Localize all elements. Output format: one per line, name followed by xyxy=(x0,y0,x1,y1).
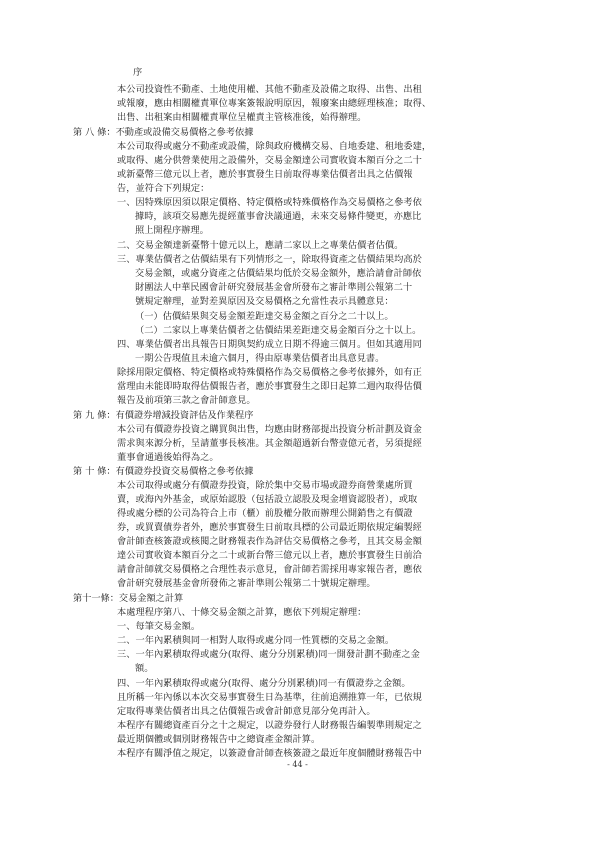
text-line: 請會計師就交易價格之合理性表示意見，會計師若需採用專家報告者，應依 xyxy=(117,564,422,575)
article-heading: 第 八 條：不動產或設備交易價格之參考依據 xyxy=(73,127,254,138)
text-line: 財團法人中華民國會計研究發展基金會所發布之審計準則公報第二十 xyxy=(135,282,413,293)
text-line: 本程序有關淨值之規定，以簽證會計師查核簽證之最近年度個體財務報告中 xyxy=(117,748,422,759)
text-line: 定取得專業估價者出具之估價報告或會計師意見部分免再計入。 xyxy=(117,706,376,717)
text-line: 董事會通過後始得為之。 xyxy=(117,452,219,463)
text-line: 額。 xyxy=(135,663,154,674)
text-line: 達公司實收資本額百分之二十或新台幣三億元以上者，應於事實發生日前洽 xyxy=(117,550,422,561)
article-heading: 第 十 條：有價證券投資交易價格之參考依據 xyxy=(73,466,254,477)
text-line: 本公司投資性不動產、土地使用權、其他不動產及設備之取得、出售、出租 xyxy=(117,84,422,95)
text-line: 序 xyxy=(133,67,143,78)
text-line: 且所稱一年內係以本次交易事實發生日為基準，往前追溯推算一年，已依規 xyxy=(117,692,422,703)
list-item: 一、因特殊原因須以限定價格、特定價格或特殊價格作為交易價格之參考依 xyxy=(117,197,422,208)
text-line: 或報廢，應由相關權責單位專案簽報說明原因，報廢案由總經理核准；取得、 xyxy=(117,98,432,109)
text-line: 賣，或海內外基金，或原始認股（包括設立認股及現金增資認股者），或取 xyxy=(117,494,418,505)
text-line: 本公司有價證券投資之購買與出售，均應由財務部提出投資分析計劃及資金 xyxy=(117,424,422,435)
article-heading: 第十一條：交易金額之計算 xyxy=(73,593,184,604)
text-line: 得或處分標的公司為符合上市（櫃）前股權分散而辦理公開銷售之有價證 xyxy=(117,508,413,519)
text-line: 交易金額，或處分資產之估價結果均低於交易金額外，應洽請會計師依 xyxy=(135,268,422,279)
text-line: 一期公告現值且未逾六個月，得由原專業估價者出具意見書。 xyxy=(135,353,385,364)
text-line: 告，並符合下列規定： xyxy=(117,183,210,194)
text-line: 最近期個體或個別財務報告中之總資產金額計算。 xyxy=(117,734,321,745)
text-line: 報告及前項第三款之會計師意見。 xyxy=(117,395,256,406)
text-line: 本公司取得或處分不動產或設備，除與政府機構交易、自地委建、租地委建， xyxy=(117,141,432,152)
text-line: 照上開程序辦理。 xyxy=(135,225,209,236)
text-line: 出售、出租案由相關權責單位呈權責主管核准後，始得辦理。 xyxy=(117,112,367,123)
list-item: 四、一年內累積取得或處分(取得、處分分別累積)同一有價證券之金額。 xyxy=(117,678,411,689)
text-line: 除採用限定價格、特定價格或特殊價格作為交易價格之參考依據外，如有正 xyxy=(117,367,422,378)
list-item: 四、專業估價者出具報告日期與契約成立日期不得逾三個月。但如其適用同 xyxy=(117,339,422,350)
page-number: - 44 - xyxy=(287,760,308,769)
list-item: 三、專業估價者之估價結果有下列情形之一，除取得資產之估價結果均高於 xyxy=(117,254,422,265)
sub-item: （一）估價結果與交易金額差距達交易金額之百分之二十以上。 xyxy=(135,311,394,322)
text-line: 或新臺幣三億元以上者，應於事實發生日前取得專業估價者出具之估價報 xyxy=(117,169,413,180)
text-line: 本公司取得或處分有價證券投資，除於集中交易市場或證券商營業處所買 xyxy=(117,480,413,491)
text-line: 號規定辦理，並對差異原因及交易價格之允當性表示具體意見： xyxy=(135,296,394,307)
list-item: 二、交易金額達新臺幣十億元以上，應請二家以上之專業估價者估價。 xyxy=(117,240,404,251)
list-item: 三、一年內累積取得或處分(取得、處分分別累積)同一開發計劃不動產之金 xyxy=(117,649,420,660)
list-item: 一、每筆交易金額。 xyxy=(117,621,201,632)
text-line: 本處理程序第八、十條交易金額之計算，應依下列規定辦理： xyxy=(117,607,367,618)
text-line: 當理由未能即時取得估價報告者，應於事實發生之即日起算二週內取得估價 xyxy=(117,381,422,392)
article-heading: 第 九 條：有價證券增減投資評估及作業程序 xyxy=(73,410,254,421)
text-line: 會計師查核簽證或核閱之財務報表作為評估交易價格之參考，且其交易金額 xyxy=(117,536,422,547)
text-line: 或取得、處分供營業使用之設備外，交易金額達公司實收資本額百分之二十 xyxy=(117,155,422,166)
text-line: 本程序有關總資產百分之十之規定，以證券發行人財務報告編製準則規定之 xyxy=(117,720,422,731)
text-line: 據時，該項交易應先提經董事會決議通過，未來交易條件變更，亦應比 xyxy=(135,211,422,222)
text-line: 需求與來源分析，呈請董事長核准。其金額超過新台幣壹億元者，另須提經 xyxy=(117,438,422,449)
text-line: 會計研究發展基金會所發佈之審計準則公報第二十號規定辦理。 xyxy=(117,578,376,589)
list-item: 二、一年內累積與同一相對人取得或處分同一性質標的交易之金額。 xyxy=(117,635,395,646)
sub-item: （二）二家以上專業估價者之估價結果差距達交易金額百分之十以上。 xyxy=(135,325,422,336)
text-line: 券，或買賣債券者外，應於事實發生日前取具標的公司最近期依規定編製經 xyxy=(117,522,422,533)
